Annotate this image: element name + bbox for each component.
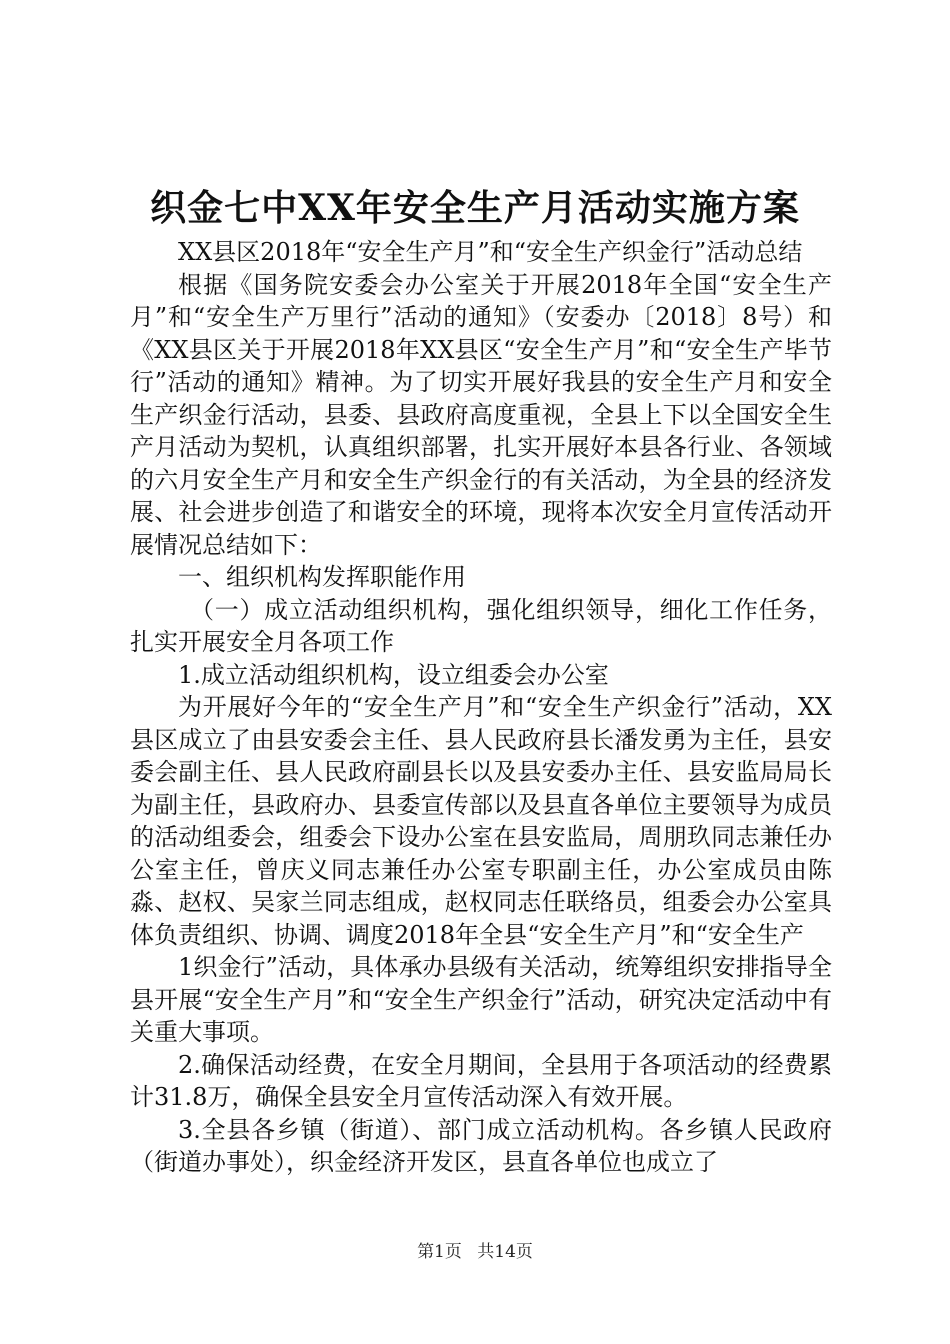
item-3: 3.全县各乡镇（街道）、部门成立活动机构。各乡镇人民政府（街道办事处），织金经济开发区，县直各单位也成立了 (130, 1115, 832, 1176)
item-2: 2.确保活动经费，在安全月期间，全县用于各项活动的经费累计31.8万，确保全县安全月宣传活动深入有效开展。 (130, 1050, 832, 1111)
page-total: 共14页 (477, 1242, 533, 1262)
paragraph-committee: 为开展好今年的“安全生产月”和“安全生产织金行”活动，XX县区成立了由县安委会主任、县人民政府县长潘发勇为主任，县安委会副主任、县人民政府副县长以及县安委办主任、县安监局局长为副主任，县政府办、县委宣传部以及县直各单位主要领导为成员的活动组委会，组委会下设办公室在县安监局，周朋玖同志兼任办公室主任，曾庆义同志兼任办公室专职副主任，办公室成员由陈淼、赵权、吴家兰同志组成，赵权同志任联络员，组委会办公室具体负责组织、协调、调度2018年全县“安全生产月”和“安全生产 (130, 693, 832, 949)
document-title: 织金七中XX年安全生产月活动实施方案 (150, 187, 800, 229)
paragraph-subtitle: XX县区2018年“安全生产月”和“安全生产织金行”活动总结 (178, 238, 803, 266)
item-heading-1: 1.成立活动组织机构，设立组委会办公室 (178, 660, 609, 689)
page-number: 第1页 (417, 1242, 462, 1262)
page-footer (0, 1240, 950, 1264)
paragraph-committee-cont: 1织金行”活动，具体承办县级有关活动，统筹组织安排指导全县开展“安全生产月”和“安全生产织金行”活动，研究决定活动中有关重大事项。 (130, 953, 832, 1046)
subsection-heading-1: （一）成立活动组织机构，强化组织领导，细化工作任务，扎实开展安全月各项工作 (130, 595, 832, 656)
paragraph-intro: 根据《国务院安委会办公室关于开展2018年全国“安全生产月”和“安全生产万里行”活动的通知》（安委办〔2018〕8号）和《XX县区关于开展2018年XX县区“安全生产月”和“安全生产毕节行”活动的通知》精神。为了切实开展好我县的安全生产月和安全生产织金行活动，县委、县政府高度重视，全县上下以全国安全生产月活动为契机，认真组织部署，扎实开展好本县各行业、各领域的六月安全生产月和安全生产织金行的有关活动，为全县的经济发展、社会进步创造了和谐安全的环境，现将本次安全月宣传活动开展情况总结如下： (130, 270, 832, 559)
document-body (130, 236, 832, 1179)
section-heading-1: 一、组织机构发挥职能作用 (178, 563, 466, 591)
